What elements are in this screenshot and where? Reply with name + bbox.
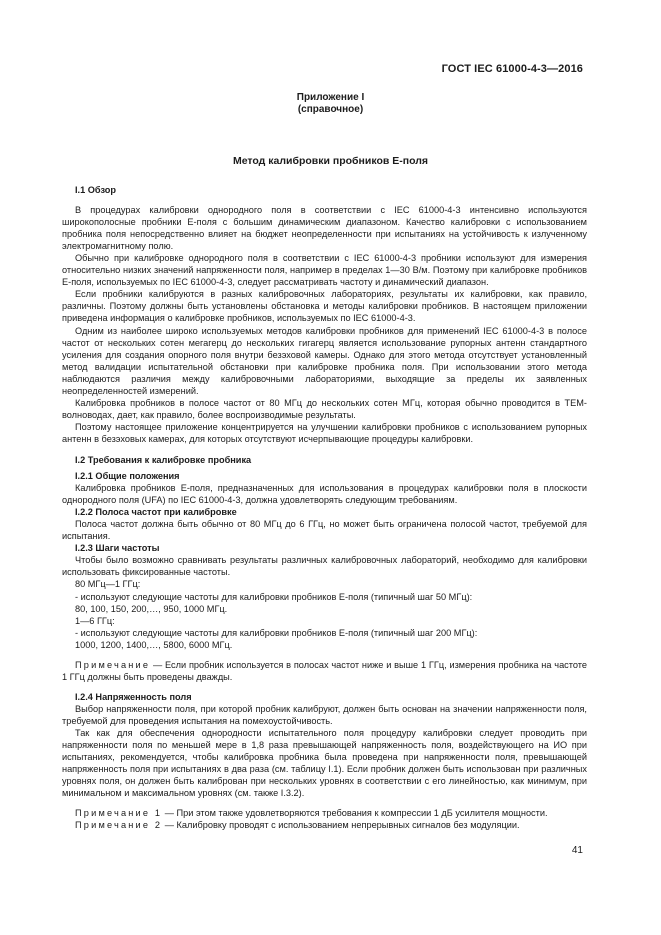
frequency-range: 1—6 ГГц: — [75, 615, 115, 626]
subsection-heading: I.2.2 Полоса частот при калибровке — [75, 507, 237, 518]
paragraph: Если пробники калибруются в разных калибровочных лабораториях, результаты их калибровки, как правило, различны. Поэтому должны быть установлены обстановка и методы калибровки пробников. В настоящем приложении приведена информация о калибровке пробников, используемых по IEC 61000-4-3. — [62, 289, 587, 324]
paragraph: Калибровка пробников в полосе частот от 80 МГц до нескольких сотен МГц, которая обычно проводится в ТЕМ-волноводах, дает, как правило, более воспроизводимые результаты. — [62, 397, 587, 420]
note-label: Примечание 2 — [75, 820, 163, 831]
note-text: — Если пробник используется в полосах частот ниже и выше 1 ГГц, измерения пробника на частоте 1 ГГц должны быть проведены дважды. — [62, 659, 587, 682]
list-item: - используют следующие частоты для калибровки пробников Е-поля (типичный шаг 200 МГц): — [75, 627, 478, 638]
standard-header: ГОСТ IEC 61000-4-3—2016 — [441, 63, 583, 75]
note-text: — При этом также удовлетворяются требования к компрессии 1 дБ усилителя мощности. — [162, 808, 548, 819]
note — [62, 819, 587, 831]
paragraph: Одним из наиболее широко используемых методов калибровки пробников для применений IEC 61000-4-3 в полосе частот от нескольких сотен мегагерц до нескольких гигагерц является использование рупорных антенн стандартного усиления для создания опорного поля внутри безэховой камеры. Однако для этого метода отсутствует установленный метод валидации испытательной обстановки при калибровке пробника поля. При использовании этого метода наблюдаются различия между калибровочными лабораториями, выходящие за пределы их заявленных неопределенностей измерений. — [62, 325, 587, 396]
paragraph: Чтобы было возможно сравнивать результаты различных калибровочных лабораторий, необходимо для калибровки использовать фиксированные частоты. — [62, 555, 587, 578]
section-heading: I.2 Требования к калибровке пробника — [75, 454, 252, 465]
note-label: Примечание 1 — [75, 808, 163, 819]
note — [62, 807, 587, 819]
list-item: - используют следующие частоты для калибровки пробников Е-поля (типичный шаг 50 МГц): — [75, 591, 473, 602]
frequency-values: 80, 100, 150, 200,…, 950, 1000 МГц. — [75, 603, 228, 614]
note-label: Примечание — [75, 659, 151, 670]
subsection-heading: I.2.3 Шаги частоты — [75, 543, 160, 554]
subsection-heading: I.2.1 Общие положения — [75, 471, 180, 482]
document-title: Метод калибровки пробников Е-поля — [232, 155, 429, 167]
paragraph: Поэтому настоящее приложение концентрируется на улучшении калибровки пробников с использованием рупорных антенн в безэховых камерах, для которых отсутствуют исчерпывающие процедуры калибровки. — [62, 421, 587, 444]
paragraph: Калибровка пробников Е-поля, предназначенных для использования в процедурах калибровки поля в плоскости однородного поля (UFA) по IEC 61000-4-3, должна удовлетворять следующим требованиям. — [62, 483, 587, 506]
paragraph: Обычно при калибровке однородного поля в соответствии с IEC 61000-4-3 пробники используют для измерения относительно низких значений напряженности поля, например в пределах 1—30 В/м. Поэтому при калибровке пробников Е-поля, используемых по IEC 61000-4-3, следует рассматривать частоту и динамический диапазон. — [62, 253, 587, 288]
page-number: 41 — [571, 845, 583, 856]
note-text: — Калибровку проводят с использованием непрерывных сигналов без модуляции. — [162, 820, 520, 831]
section-heading: I.1 Обзор — [75, 185, 117, 195]
paragraph: Выбор напряженности поля, при которой пробник калибруют, должен быть основан на значении напряженности поля, требуемой для проведения испытания на помехоустойчивость. — [62, 703, 587, 726]
paragraph: В процедурах калибровки однородного поля в соответствии с IEC 61000-4-3 интенсивно используются широкополосные пробники Е-поля с большим динамическим диапазоном. Качество калибровки с использованием пробника поля непосредственно влияет на бюджет неопределенности при испытаниях на устойчивость к излученному электромагнитному полю. — [62, 205, 587, 252]
paragraph: Так как для обеспечения однородности испытательного поля процедуру калибровки следует проводить при напряженности поля по меньшей мере в 1,8 раза превышающей напряженность поля, воздействующего на ИО при испытаниях, рекомендуется, чтобы калибровка пробника была проведена при напряженности поля, превышающей напряженность поля при испытаниях в два раза (см. таблицу I.1). Если пробник должен быть использован при различных уровнях поля, он должен быть калиброван при нескольких уровнях в соответствии с его линейностью, как минимум, при минимальном и максимальном уровнях (см. также I.3.2). — [62, 727, 587, 799]
document-body — [62, 184, 587, 831]
paragraph: Полоса частот должна быть обычно от 80 МГц до 6 ГГц, но может быть ограничена полосой частот, требуемой для испытания. — [62, 519, 587, 542]
subsection-heading: I.2.4 Напряженность поля — [75, 691, 192, 702]
appendix-title: Приложение I — [296, 92, 365, 103]
frequency-values: 1000, 1200, 1400,…, 5800, 6000 МГц. — [75, 639, 233, 650]
note — [62, 659, 587, 683]
appendix-subtitle: (справочное) — [297, 104, 364, 115]
frequency-range: 80 МГц—1 ГГц: — [75, 579, 141, 590]
appendix-heading — [0, 92, 661, 116]
